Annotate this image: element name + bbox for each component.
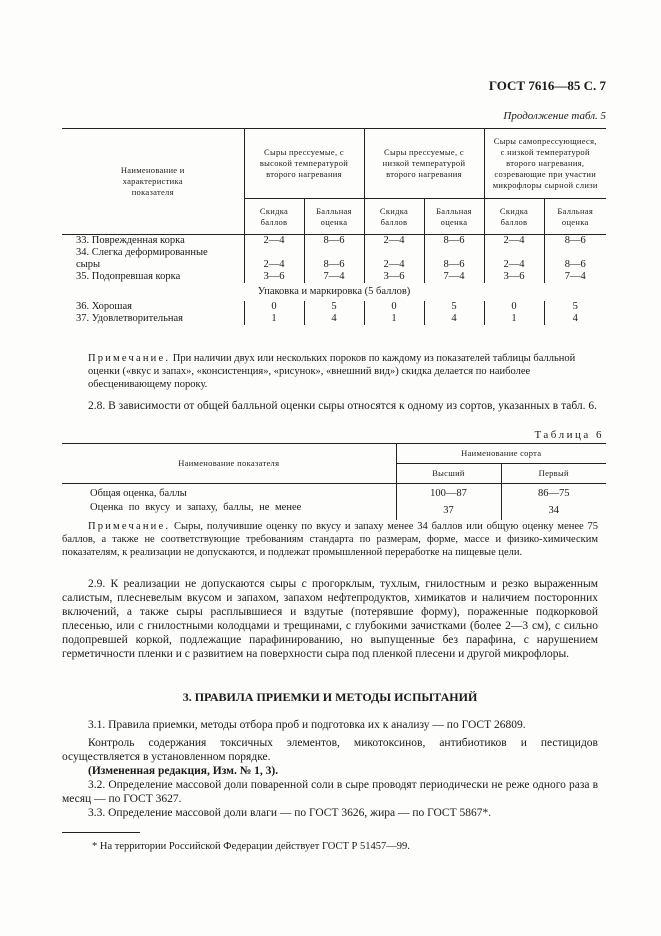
row-value [364,247,424,259]
row-label: Общая оценка, баллы [62,484,396,502]
column-group-high-temp: Сыры прессуемые, с высокой температурой второго нагревания [244,129,364,199]
row-value: 5 [572,301,578,312]
table-6-caption: Таблица 6 [534,429,604,441]
row-label: сыры [62,259,244,271]
footnote-divider [62,832,140,833]
column-group-grade: Наименование сорта [396,444,606,464]
table-row [62,313,606,325]
note-label: Примечание. [88,521,171,532]
row-value: 37 [396,501,501,520]
row-value: 8—6 [564,235,586,246]
table-row [62,259,606,271]
table-row [62,501,606,520]
row-value: 34 [548,504,559,516]
table-5 [62,128,606,325]
row-value: 2—4 [244,259,304,271]
subheader-score: Балльная оценка [304,199,364,235]
row-value: 8—6 [564,259,586,270]
row-value: 5 [424,301,484,313]
note-1 [88,352,598,391]
column-header-first: Первый [538,468,569,478]
paragraph-3-1-control: Контроль содержания токсичных элементов, микотоксинов, антибиотиков и пестицидов осуществляется в установленном порядке. [62,737,598,763]
paragraph-2-8: 2.8. В зависимости от общей балльной оценки сыры относятся к одному из сортов, указанных в табл. 6. [88,400,598,412]
row-value: 8—6 [304,259,364,271]
row-value: 7—4 [564,271,586,282]
row-label: 36. Хорошая [62,301,244,313]
amendment-note: (Измененная редакция, Изм. № 1, 3). [88,765,279,777]
paragraph-2-9: 2.9. К реализации не допускаются сыры с прогорклым, тухлым, гнилостным и резко выраженным салистым, плесневелым вкусом и запахом, запахом нефтепродуктов, химикатов и наличием посторонних включений, а также сыры расплывшиеся и вздутые (потерявшие форму), пораженные подкорковой плесенью, или с гнилостными колодцами и трещинами, с глубокими зачистками (более 2—3 см), с сильно подопревшей коркой, подлежащие парафинированию, но выпущенные без парафина, с нарушением герметичности пленки и с развитием на поверхности сыра под пленкой плесени и другой микрофлоры. [62,578,598,660]
row-value: 100—87 [396,484,501,502]
row-value: 2—4 [364,235,424,248]
column-group-low-temp: Сыры прессуемые, с низкой температурой второго нагревания [364,129,484,199]
row-value: 1 [364,313,424,325]
row-label: 37. Удовлетворительная [62,313,244,325]
row-label: 35. Подопревшая корка [62,271,244,283]
table-6 [62,443,606,520]
row-value: 1 [484,313,544,325]
row-value: 7—4 [424,271,484,283]
row-value: 3—6 [364,271,424,283]
row-value: 2—4 [364,259,424,271]
column-header-name: Наименование и характеристика показателя [62,129,244,235]
paragraph-3-1: 3.1. Правила приемки, методы отбора проб и подготовка их к анализу — по ГОСТ 26809. [88,719,526,731]
row-value: 4 [304,313,364,325]
row-label: 34. Слегка деформированные [62,247,244,259]
row-value [304,247,364,259]
row-value: 5 [304,301,364,313]
table-row [62,484,606,502]
row-value [484,247,544,259]
row-value: 0 [364,301,424,313]
row-label: Оценка по вкусу и запаху, баллы, не менее [62,501,396,520]
row-value: 0 [244,301,304,313]
note-text: При наличии двух или нескольких пороков по каждому из показателей таблицы балльной оценки («вкус и запах», «консистенция», «рисунок», «внешний вид») скидка делается по наиболее обесценивающему пороку. [88,353,576,390]
row-value: 4 [424,313,484,325]
table-row [62,235,606,248]
paragraph-3-2: 3.2. Определение массовой доли поваренной соли в сыре проводят периодически не реже одного раза в месяц — по ГОСТ 3627. [62,779,598,805]
subheader-discount: Скидка баллов [484,199,544,235]
column-group-self-pressing: Сыры самопрессующиеся, с низкой температурой второго нагревания, созревающие при участии микрофлоры сырной слизи [484,129,606,199]
page-header: ГОСТ 7616—85 С. 7 [488,78,606,93]
row-value: 86—75 [538,488,570,499]
table-row [62,271,606,283]
row-value [424,247,484,259]
paragraph-3-3: 3.3. Определение массовой доли влаги — по ГОСТ 3626, жира — по ГОСТ 5867*. [88,807,492,819]
row-value: 2—4 [484,235,544,248]
subheader-discount: Скидка баллов [244,199,304,235]
row-value [544,247,606,259]
row-value: 0 [484,301,544,313]
row-value: 4 [572,313,578,324]
subheader-score: Балльная оценка [557,205,594,227]
note-text: Сыры, получившие оценку по вкусу и запаху менее 34 баллов или общую оценку менее 75 баллов, а также не соответствующие требованиям стандарта по размерам, форме, массе и физико-химическим показателям, к реализации не допускаются, и подлежат промышленной переработке на пищевые цели. [62,521,599,558]
table-continuation-caption: Продолжение табл. 5 [503,110,606,122]
row-value: 3—6 [484,271,544,283]
row-value: 3—6 [244,271,304,283]
note-2 [62,520,598,559]
section-heading-3: 3. ПРАВИЛА ПРИЕМКИ И МЕТОДЫ ИСПЫТАНИЙ [182,690,478,704]
table-section-header: Упаковка и маркировка (5 баллов) [257,286,411,297]
row-value: 8—6 [424,259,484,271]
table-row [62,247,606,259]
subheader-score: Балльная оценка [424,199,484,235]
row-value: 8—6 [304,235,364,248]
row-value: 8—6 [424,235,484,248]
table-row [62,301,606,313]
row-value [244,247,304,259]
note-label: Примечание. [88,353,171,364]
row-value: 2—4 [484,259,544,271]
row-value: 2—4 [244,235,304,248]
footnote: * На территории Российской Федерации действует ГОСТ Р 51457—99. [92,841,410,852]
row-value: 7—4 [304,271,364,283]
row-value: 1 [244,313,304,325]
column-header-name: Наименование показателя [62,444,396,484]
row-label: 33. Поврежденная корка [62,235,244,248]
subheader-discount: Скидка баллов [364,199,424,235]
column-header-high: Высший [396,464,501,484]
